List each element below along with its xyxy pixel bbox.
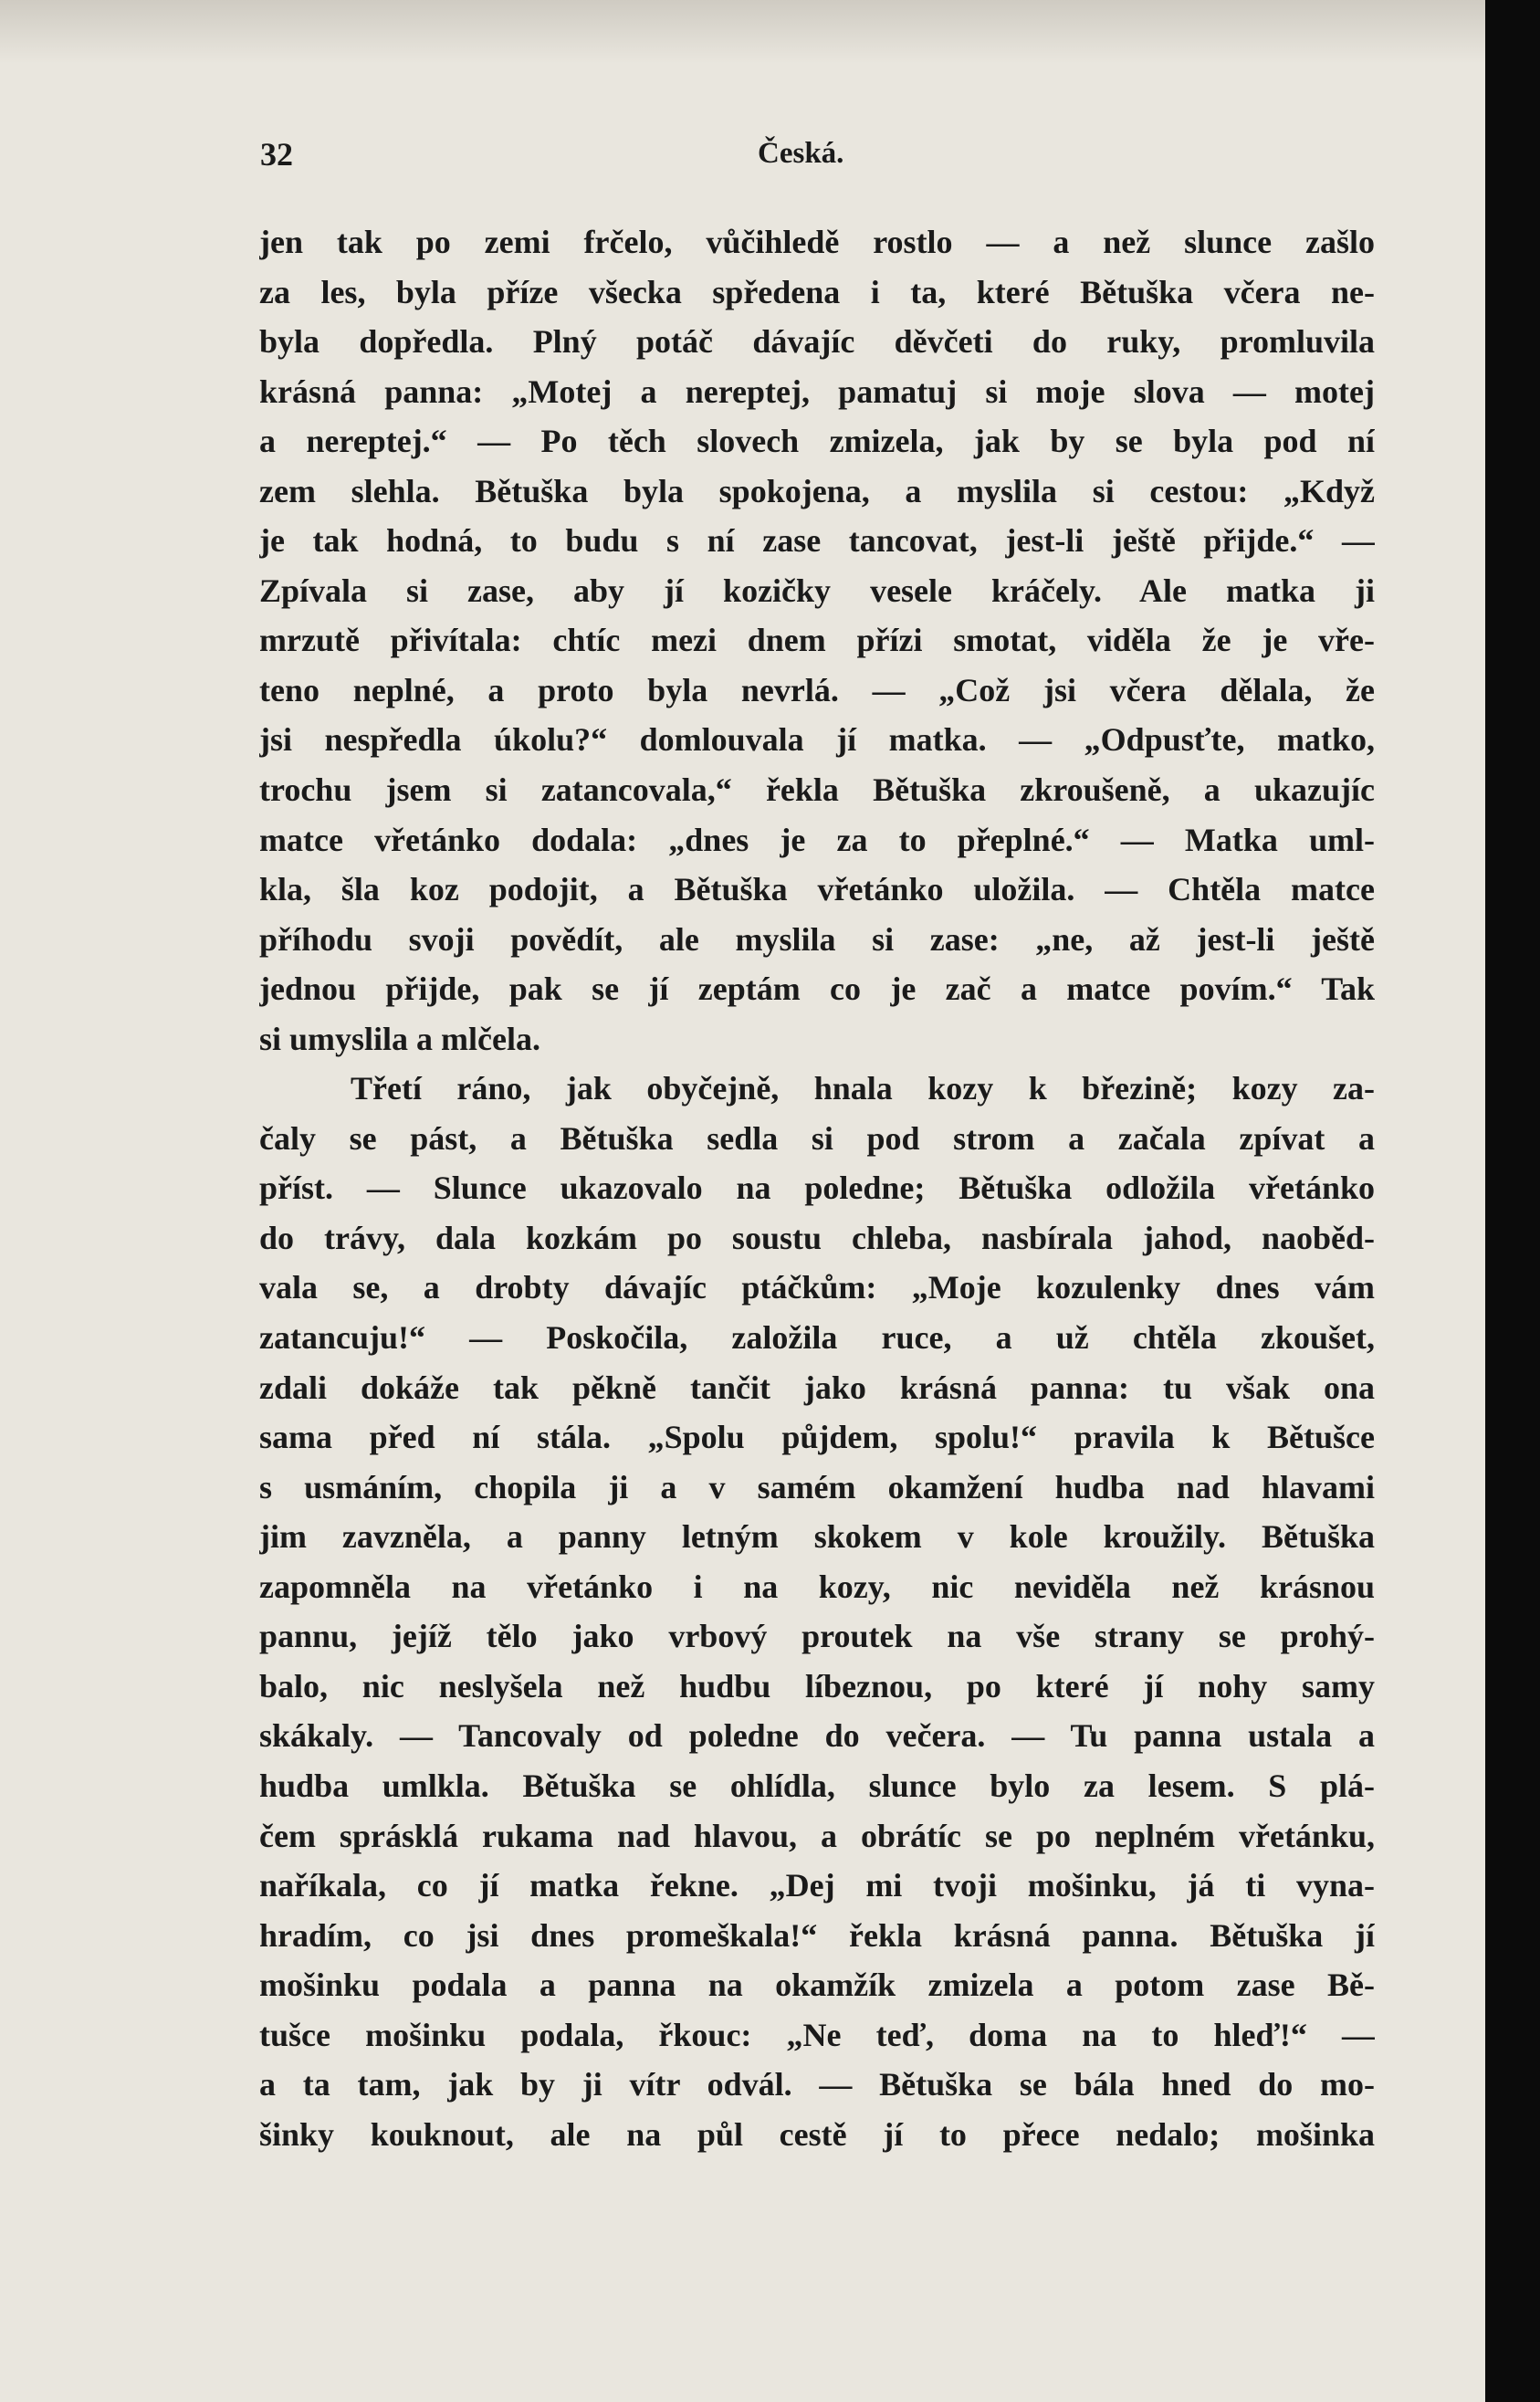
- text-line: kla, šla koz podojit, a Bětuška vřetánko uložila. — Chtěla matce: [259, 871, 1375, 908]
- page-number: 32: [260, 136, 293, 173]
- text-line: a ta tam, jak by ji vítr odvál. — Bětuška se bála hned do mo-: [259, 2066, 1375, 2103]
- running-head: [260, 135, 1374, 179]
- text-line: jsi nespředla úkolu?“ domlouvala jí matka. — „Odpusťte, matko,: [259, 721, 1375, 759]
- text-line: byla dopředla. Plný potáč dávajíc děvčeti do ruky, promluvila: [259, 323, 1375, 361]
- text-line: hradím, co jsi dnes promeškala!“ řekla krásná panna. Bětuška jí: [259, 1916, 1375, 1954]
- text-line: skákaly. — Tancovaly od poledne do večera. — Tu panna ustala a: [259, 1717, 1375, 1755]
- text-line: balo, nic neslyšela než hudbu líbeznou, po které jí nohy samy: [259, 1667, 1375, 1704]
- text-line: pannu, jejíž tělo jako vrbový proutek na vše strany se prohý-: [259, 1618, 1375, 1655]
- text-line: Zpívala si zase, aby jí kozičky vesele kráčely. Ale matka ji: [259, 572, 1375, 609]
- text-line: šinky kouknout, ale na půl cestě jí to přece nedalo; mošinka: [259, 2115, 1375, 2153]
- text-line: za les, byla příze všecka spředena i ta, které Bětuška včera ne-: [259, 273, 1375, 310]
- text-line: jednou přijde, pak se jí zeptám co je zač a matce povím.“ Tak: [259, 970, 1375, 1008]
- text-line: čem sprásklá rukama nad hlavou, a obrátíc se po neplném vřetánku,: [259, 1817, 1375, 1854]
- text-line: hudba umlkla. Bětuška se ohlídla, slunce bylo za lesem. S plá-: [259, 1767, 1375, 1804]
- text-line: jen tak po zemi frčelo, vůčihledě rostlo — a než slunce zašlo: [259, 224, 1375, 260]
- scan-border: [1485, 0, 1540, 2402]
- scan-shadow: [0, 0, 1485, 64]
- text-line: matce vřetánko dodala: „dnes je za to přeplné.“ — Matka uml-: [259, 821, 1375, 858]
- text-line: čaly se pást, a Bětuška sedla si pod strom a začala zpívat a: [259, 1119, 1375, 1157]
- text-line: zatancuju!“ — Poskočila, založila ruce, a už chtěla zkoušet,: [259, 1319, 1375, 1357]
- text-line: sama před ní stála. „Spolu půjdem, spolu!“ pravila k Bětušce: [259, 1419, 1375, 1456]
- text-line: a nereptej.“ — Po těch slovech zmizela, jak by se byla pod ní: [259, 423, 1375, 460]
- text-line: zapomněla na vřetánko i na kozy, nic neviděla než krásnou: [259, 1568, 1375, 1605]
- text-line: mošinku podala a panna na okamžík zmizela a potom zase Bě-: [259, 1967, 1375, 2004]
- text-line: zem slehla. Bětuška byla spokojena, a myslila si cestou: „Když: [259, 472, 1375, 509]
- body-text: [259, 217, 1375, 2159]
- text-line: je tak hodná, to budu s ní zase tancovat, jest-li ještě přijde.“ —: [259, 522, 1375, 560]
- text-line: vala se, a drobty dávajíc ptáčkům: „Moje kozulenky dnes vám: [259, 1269, 1375, 1306]
- text-line: krásná panna: „Motej a nereptej, pamatuj si moje slova — motej: [259, 372, 1375, 410]
- text-line: teno neplné, a proto byla nevrlá. — „Což jsi včera dělala, že: [259, 671, 1375, 708]
- text-line: naříkala, co jí matka řekne. „Dej mi tvoji mošinku, já ti vyna-: [259, 1867, 1375, 1904]
- text-line: tušce mošinku podala, řkouc: „Ne teď, doma na to hleď!“ —: [259, 2016, 1375, 2053]
- text-line: do trávy, dala kozkám po soustu chleba, nasbírala jahod, naoběd-: [259, 1219, 1375, 1256]
- text-line: příst. — Slunce ukazovalo na poledne; Bětuška odložila vřetánko: [259, 1170, 1375, 1207]
- paragraph-first-line: Třetí ráno, jak obyčejně, hnala kozy k březině; kozy za-: [351, 1070, 1375, 1107]
- text-line: jim zavzněla, a panny letným skokem v kole kroužily. Bětuška: [259, 1518, 1375, 1556]
- text-line: příhodu svoji povědít, ale myslila si zase: „ne, až jest-li ještě: [259, 920, 1375, 958]
- text-line: trochu jsem si zatancovala,“ řekla Bětuška zkroušeně, a ukazujíc: [259, 771, 1375, 809]
- text-line: mrzutě přivítala: chtíc mezi dnem přízi smotat, viděla že je vře-: [259, 622, 1375, 659]
- paragraph-last-line: si umyslila a mlčela.: [259, 1020, 540, 1057]
- text-line: s usmáním, chopila ji a v samém okamžení hudba nad hlavami: [259, 1468, 1375, 1505]
- text-line: zdali dokáže tak pěkně tančit jako krásná panna: tu však ona: [259, 1369, 1375, 1406]
- running-title: Česká.: [758, 137, 844, 170]
